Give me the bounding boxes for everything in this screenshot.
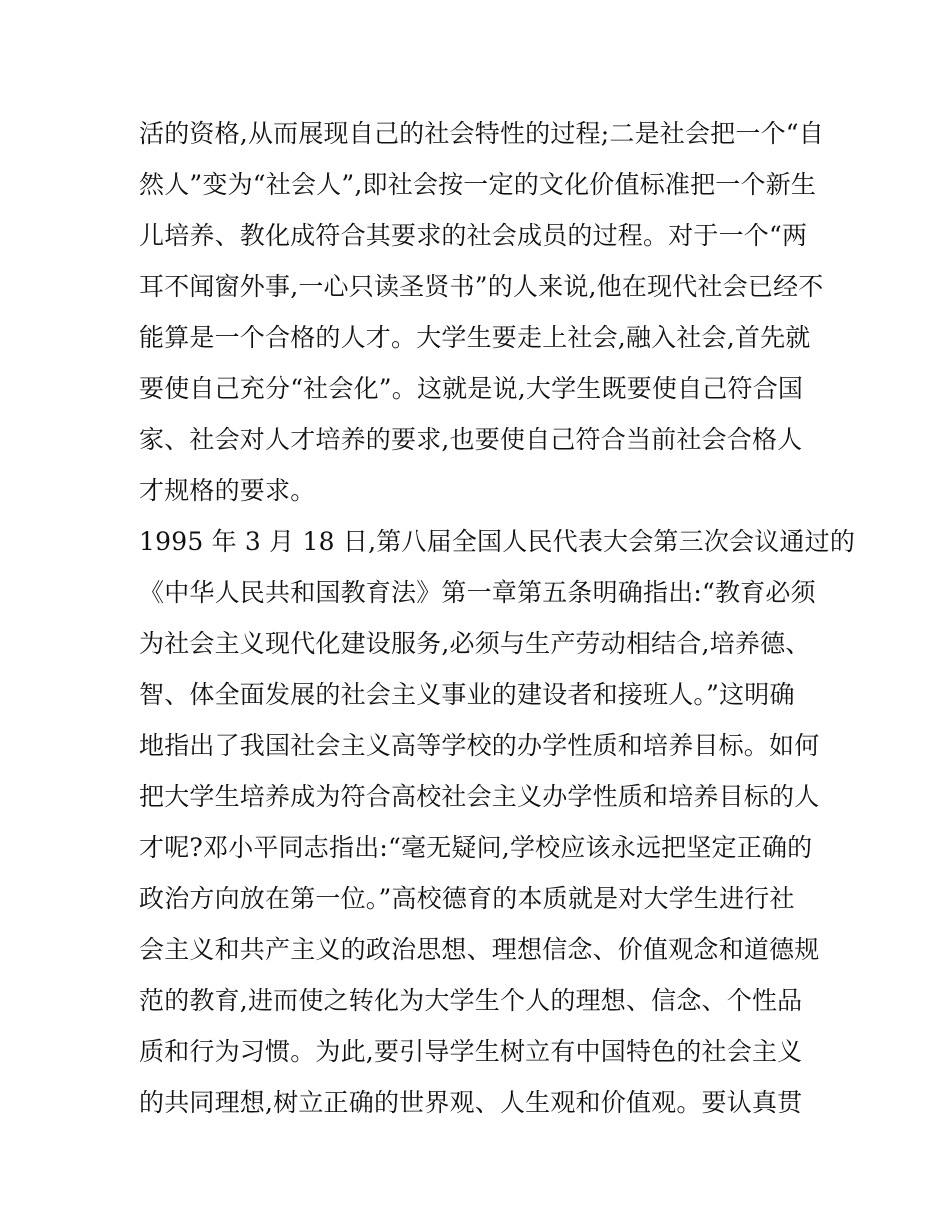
text-line: 把大学生培养成为符合高校社会主义办学性质和培养目标的人 <box>139 782 820 811</box>
text-line: 然人”变为“社会人”,即社会按一定的文化价值标准把一个新生 <box>139 170 817 199</box>
text-line: 1995 年 3 月 18 日,第八届全国人民代表大会第三次会议通过的 <box>139 527 856 556</box>
text-line: 才规格的要求。 <box>139 476 316 505</box>
text-line: 《中华人民共和国教育法》第一章第五条明确指出:“教育必须 <box>139 578 816 607</box>
text-line: 才呢?邓小平同志指出:“毫无疑问,学校应该永远把坚定正确的 <box>139 833 813 862</box>
text-line: 政治方向放在第一位。”高校德育的本质就是对大学生进行社 <box>139 884 795 913</box>
text-line: 地指出了我国社会主义高等学校的办学性质和培养目标。如何 <box>139 731 820 760</box>
text-line: 范的教育,进而使之转化为大学生个人的理想、信念、个性品 <box>139 986 803 1015</box>
text-line: 要使自己充分“社会化”。这就是说,大学生既要使自己符合国 <box>139 374 804 403</box>
paragraph-1 <box>139 108 829 516</box>
text-line: 儿培养、教化成符合其要求的社会成员的过程。对于一个“两 <box>139 221 808 250</box>
text-line: 为社会主义现代化建设服务,必须与生产劳动相结合,培养德、 <box>139 629 811 658</box>
text-line: 会主义和共产主义的政治思想、理想信念、价值观念和道德规 <box>139 935 820 964</box>
text-line: 的共同理想,树立正确的世界观、人生观和价值观。要认真贯 <box>139 1088 803 1117</box>
body-text <box>139 108 856 1128</box>
text-line: 质和行为习惯。为此,要引导学生树立有中国特色的社会主义 <box>139 1037 803 1066</box>
text-line: 耳不闻窗外事,一心只读圣贤书”的人来说,他在现代社会已经不 <box>139 272 824 301</box>
text-line: 活的资格,从而展现自己的社会特性的过程;二是社会把一个“自 <box>139 119 824 148</box>
text-line: 能算是一个合格的人才。大学生要走上社会,融入社会,首先就 <box>139 323 811 352</box>
paragraph-2 <box>139 516 856 1128</box>
text-line: 家、社会对人才培养的要求,也要使自己符合当前社会合格人 <box>139 425 803 454</box>
text-line: 智、体全面发展的社会主义事业的建设者和接班人。”这明确 <box>139 680 795 709</box>
